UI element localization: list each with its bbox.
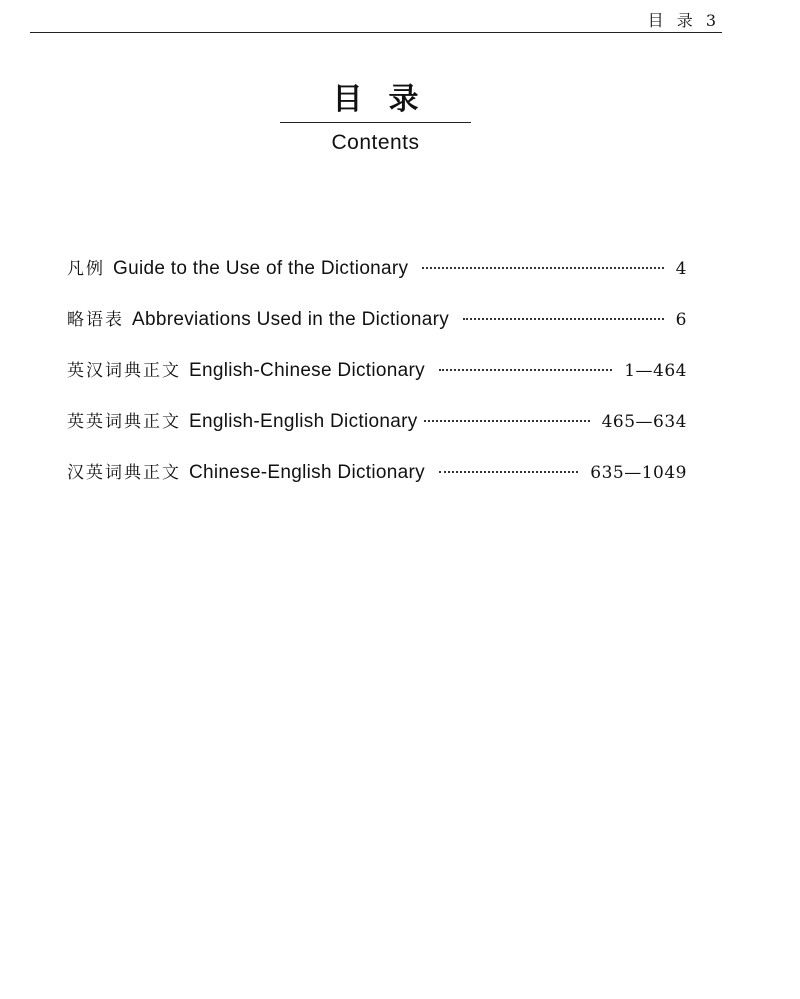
toc-entry-english: English-English Dictionary bbox=[189, 411, 418, 432]
toc-entry-chinese: 英英词典正文 bbox=[67, 412, 181, 432]
dot-leader bbox=[463, 318, 664, 320]
toc-entry-english-chinese[interactable] bbox=[67, 356, 687, 407]
toc-entry-chinese: 凡例 bbox=[67, 259, 105, 279]
toc-entry-english-english[interactable] bbox=[67, 407, 687, 458]
toc-entry-chinese: 英汉词典正文 bbox=[67, 361, 181, 381]
page-title-english: Contents bbox=[331, 131, 420, 154]
running-header bbox=[30, 0, 722, 33]
toc-entry-chinese-english[interactable] bbox=[67, 458, 687, 509]
dot-leader bbox=[424, 420, 590, 422]
toc-entry-page: 1—464 bbox=[624, 361, 687, 381]
toc-entry-abbreviations[interactable] bbox=[67, 305, 687, 356]
toc-entry-page: 6 bbox=[675, 310, 687, 330]
running-header-text: 目 录 3 bbox=[647, 11, 720, 30]
page-title-chinese: 目录 bbox=[332, 82, 445, 117]
title-rule bbox=[280, 122, 471, 123]
toc-entry-english: English-Chinese Dictionary bbox=[189, 360, 425, 381]
dot-leader bbox=[422, 267, 663, 269]
toc-entry-page: 4 bbox=[675, 259, 687, 279]
toc-entry-page: 465—634 bbox=[601, 412, 687, 432]
toc-entry-english: Chinese-English Dictionary bbox=[189, 462, 425, 483]
toc-entry-english: Abbreviations Used in the Dictionary bbox=[132, 309, 450, 330]
toc-entry-chinese: 略语表 bbox=[67, 310, 124, 330]
toc-entry-chinese: 汉英词典正文 bbox=[67, 463, 181, 483]
table-of-contents bbox=[67, 254, 687, 509]
toc-entry-english: Guide to the Use of the Dictionary bbox=[113, 258, 409, 279]
dot-leader bbox=[439, 471, 578, 473]
toc-entry-page: 635—1049 bbox=[590, 463, 687, 483]
title-block bbox=[280, 78, 471, 155]
toc-entry-guide[interactable] bbox=[67, 254, 687, 305]
dot-leader bbox=[439, 369, 612, 371]
